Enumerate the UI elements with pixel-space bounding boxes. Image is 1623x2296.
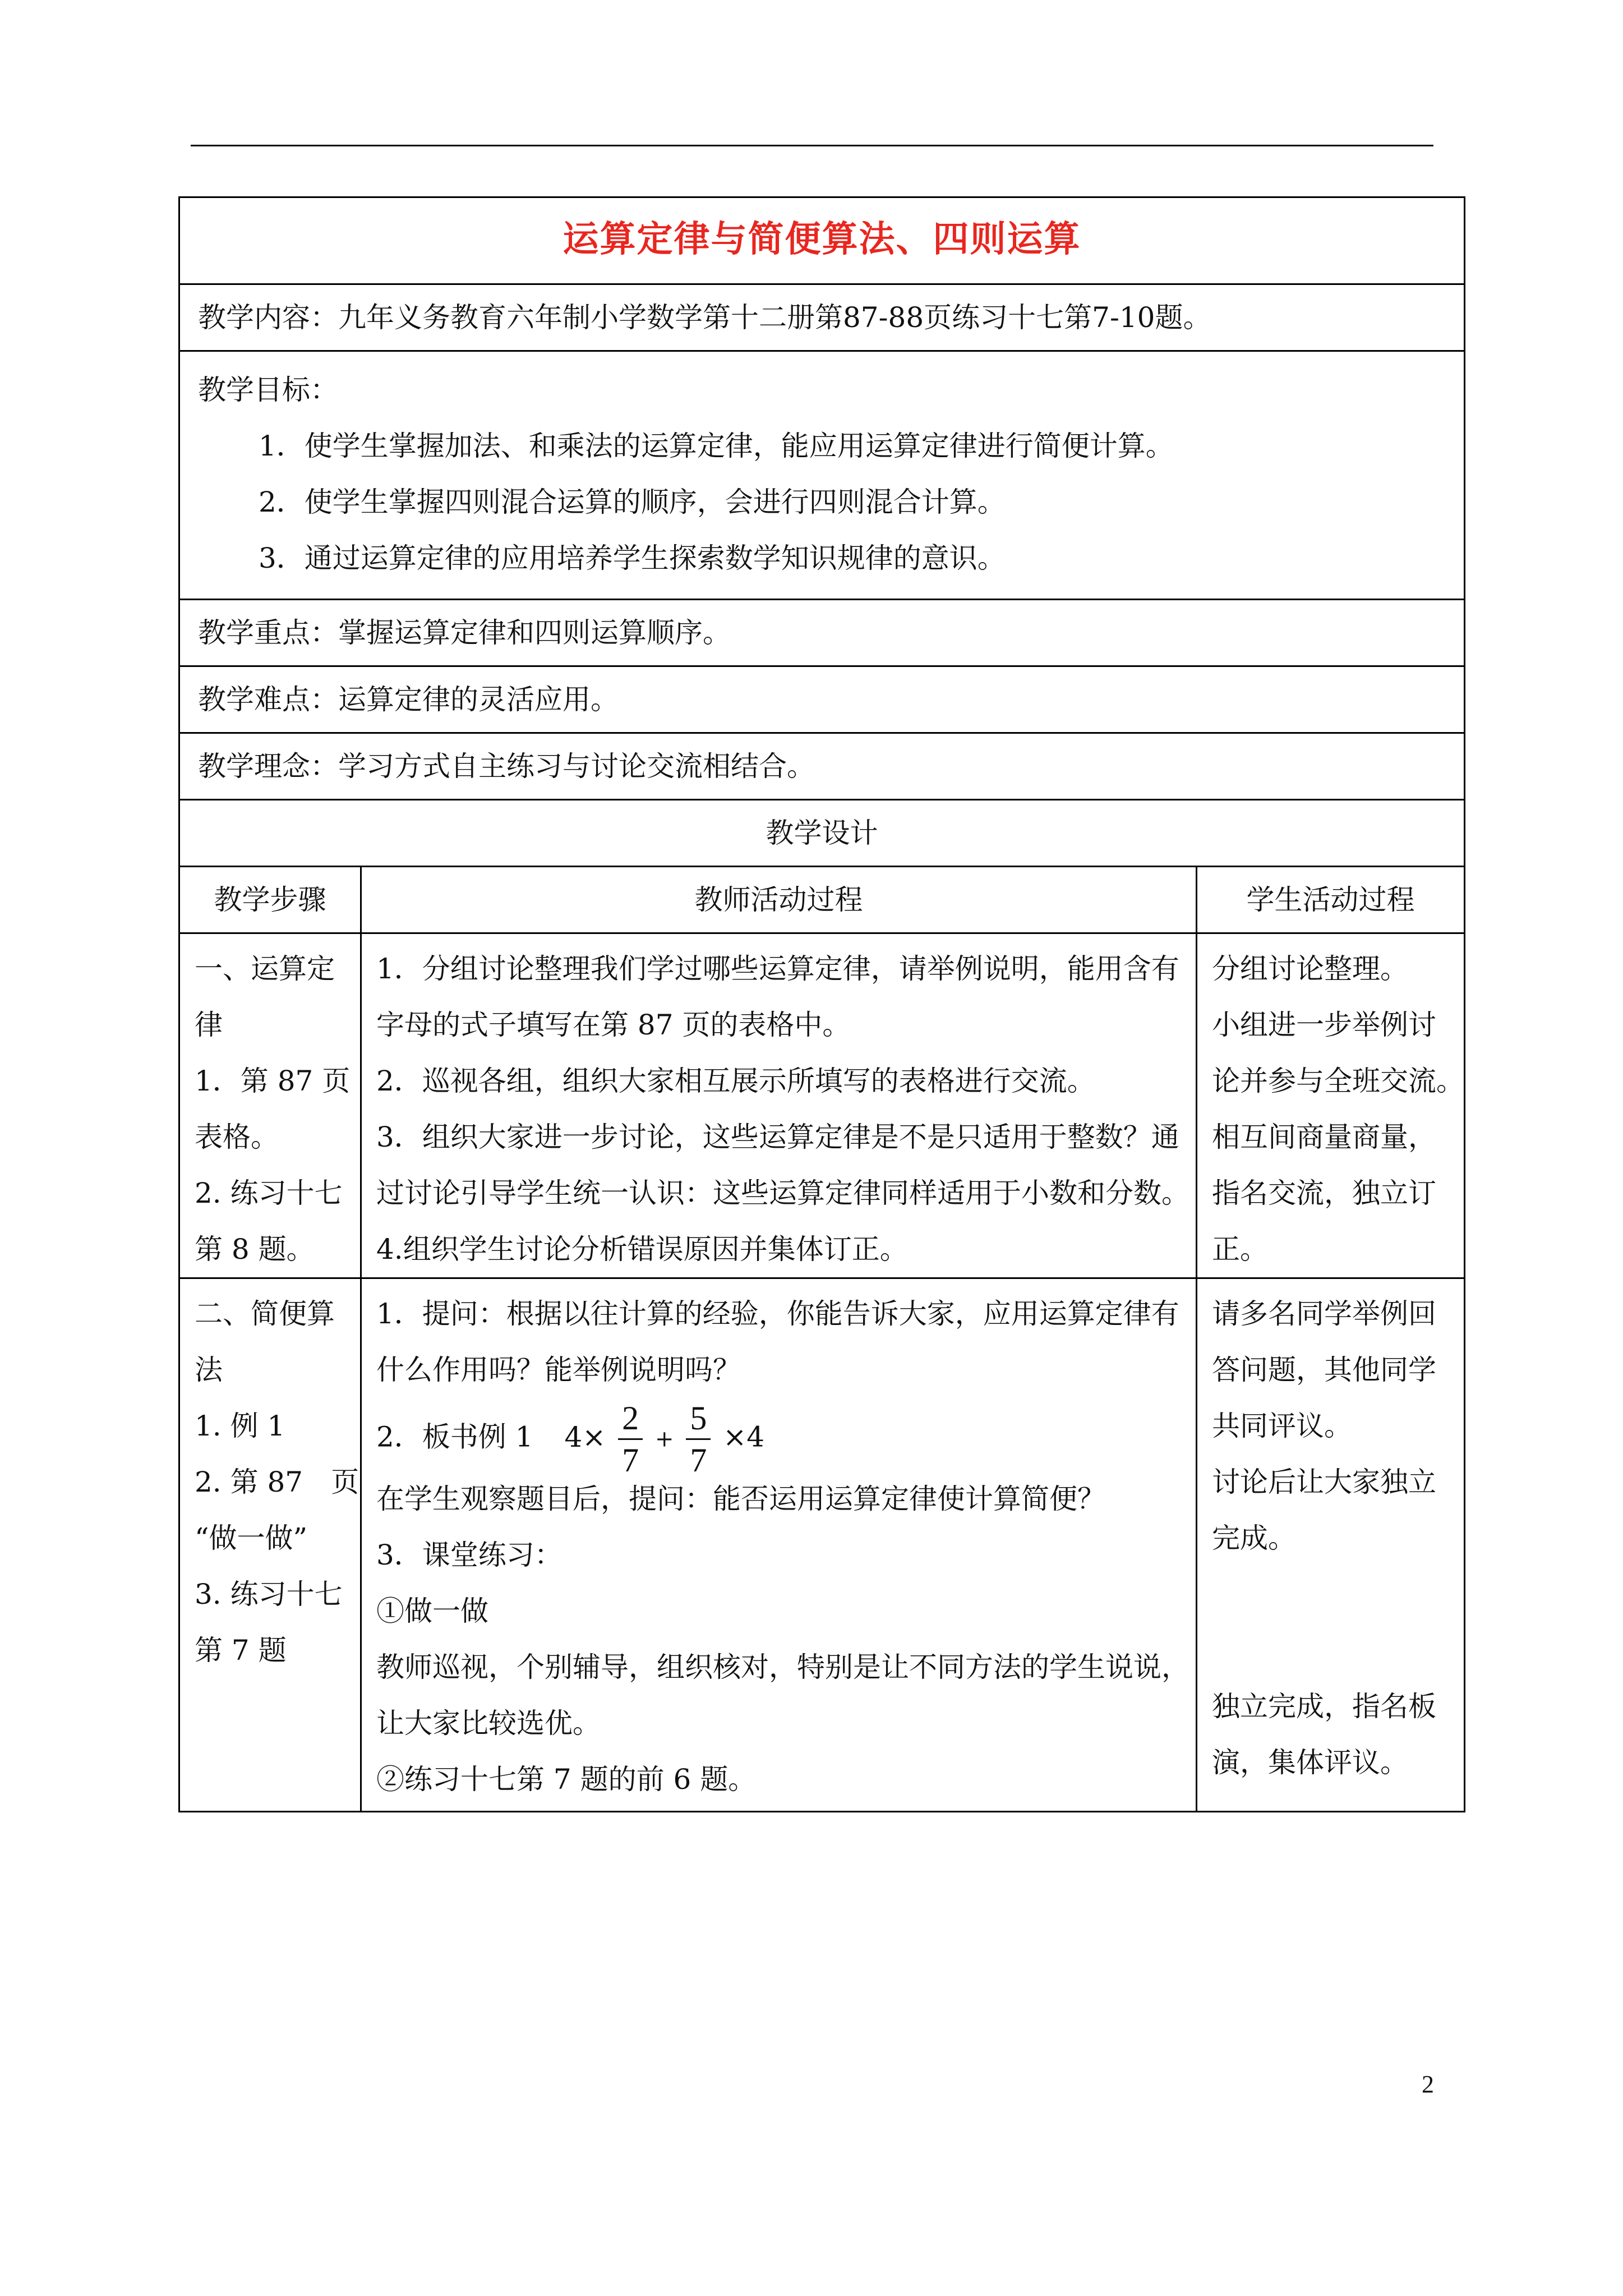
teacher-line: 什么作用吗？能举例说明吗？ — [376, 1354, 741, 1386]
formula-lead: 4× — [564, 1420, 606, 1453]
section2-student — [1197, 1278, 1465, 1812]
spacer — [1212, 1566, 1453, 1622]
student-line: 论并参与全班交流。 — [1212, 1065, 1464, 1097]
page-number: 2 — [1422, 2070, 1434, 2098]
formula-tail: ×4 — [723, 1420, 765, 1453]
design-heading: 教学设计 — [179, 800, 1465, 867]
teacher-line: 在学生观察题目后，提问：能否运用运算定律使计算简便？ — [376, 1483, 1105, 1515]
step-line: 1. 例 1 — [195, 1410, 285, 1442]
student-line: 答问题，其他同学 — [1212, 1354, 1436, 1386]
step-line: 二、简便算 — [195, 1297, 335, 1330]
step-line: 3. 练习十七 — [195, 1578, 343, 1611]
column-header-row — [179, 867, 1465, 933]
student-line: 讨论后让大家独立 — [1212, 1466, 1436, 1498]
lesson-plan-table — [178, 196, 1465, 1812]
section1-teacher — [361, 933, 1197, 1278]
column-header-student: 学生活动过程 — [1197, 867, 1465, 933]
header-rule — [191, 145, 1433, 146]
student-line: 完成。 — [1212, 1522, 1296, 1554]
step-line: 2. 第 87 页 — [195, 1466, 359, 1498]
example-label: 2．板书例 1 — [376, 1420, 533, 1453]
document-title: 运算定律与简便算法、四则运算 — [562, 219, 1081, 260]
step-line: 表格。 — [195, 1121, 279, 1153]
goals-heading: 教学目标： — [198, 374, 338, 406]
title-cell — [179, 197, 1465, 284]
fraction-five-sevenths — [686, 1398, 711, 1480]
fraction-denominator: 7 — [622, 1442, 639, 1479]
teacher-line: 4.组织学生讨论分析错误原因并集体订正。 — [376, 1233, 908, 1266]
example-formula — [542, 1398, 764, 1480]
step-line: 法 — [195, 1354, 223, 1386]
goal-item: 2．使学生掌握四则混合运算的顺序，会进行四则混合计算。 — [259, 486, 1006, 518]
section1-steps — [179, 933, 361, 1278]
student-line: 小组进一步举例讨 — [1212, 1009, 1436, 1041]
content-row — [179, 284, 1465, 351]
teacher-line: 3．组织大家进一步讨论，这些运算定律是不是只适用于整数？通 — [376, 1121, 1179, 1153]
design-heading-row — [179, 800, 1465, 867]
teacher-line: ②练习十七第 7 题的前 6 题。 — [376, 1763, 757, 1796]
student-line: 请多名同学举例回 — [1212, 1297, 1436, 1330]
step-line: 一、运算定 — [195, 953, 335, 985]
fraction-numerator: 5 — [690, 1400, 707, 1437]
teacher-line: 教师巡视，个别辅导，组织核对，特别是让不同方法的学生说说， — [376, 1651, 1189, 1683]
step-line: 2. 练习十七 — [195, 1177, 343, 1209]
spacer — [1212, 1622, 1453, 1678]
teacher-line: 1．分组讨论整理我们学过哪些运算定律，请举例说明，能用含有 — [376, 953, 1179, 985]
teacher-line: ①做一做 — [376, 1595, 488, 1627]
goal-item: 1．使学生掌握加法、和乘法的运算定律，能应用运算定律进行简便计算。 — [259, 430, 1174, 462]
section2-steps — [179, 1278, 361, 1812]
fraction-denominator: 7 — [690, 1442, 707, 1479]
fraction-numerator: 2 — [622, 1400, 639, 1437]
teacher-line: 2．巡视各组，组织大家相互展示所填写的表格进行交流。 — [376, 1065, 1095, 1097]
fraction-two-sevenths — [618, 1398, 643, 1480]
philosophy-row — [179, 733, 1465, 800]
section2-row — [179, 1278, 1465, 1812]
step-line: 第 7 题 — [195, 1634, 287, 1667]
teacher-line: 让大家比较选优。 — [376, 1707, 601, 1740]
student-line: 演，集体评议。 — [1212, 1746, 1408, 1779]
step-line: 第 8 题。 — [195, 1233, 315, 1266]
section2-teacher — [361, 1278, 1197, 1812]
step-line: “做一做” — [195, 1522, 308, 1554]
formula-plus: + — [654, 1426, 674, 1452]
teaching-content: 教学内容：九年义务教育六年制小学数学第十二册第87-88页练习十七第7-10题。 — [179, 284, 1465, 351]
section1-student — [1197, 933, 1465, 1278]
teacher-line: 3．课堂练习： — [376, 1539, 562, 1571]
goals-row — [179, 351, 1465, 600]
key-point: 教学重点：掌握运算定律和四则运算顺序。 — [179, 600, 1465, 666]
step-line: 律 — [195, 1009, 223, 1041]
student-line: 独立完成，指名板 — [1212, 1690, 1436, 1723]
key-point-row — [179, 600, 1465, 666]
student-line: 正。 — [1212, 1233, 1268, 1266]
teacher-line: 过讨论引导学生统一认识：这些运算定律同样适用于小数和分数。 — [376, 1177, 1189, 1209]
philosophy: 教学理念：学习方式自主练习与讨论交流相结合。 — [179, 733, 1465, 800]
teacher-line: 1．提问：根据以往计算的经验，你能告诉大家，应用运算定律有 — [376, 1297, 1179, 1330]
difficulty-row — [179, 666, 1465, 733]
student-line: 指名交流，独立订 — [1212, 1177, 1436, 1209]
teacher-line: 字母的式子填写在第 87 页的表格中。 — [376, 1009, 851, 1041]
column-header-teacher: 教师活动过程 — [361, 867, 1197, 933]
title-row — [179, 197, 1465, 284]
student-line: 分组讨论整理。 — [1212, 953, 1408, 985]
teaching-goals — [179, 351, 1465, 600]
step-line: 1．第 87 页 — [195, 1065, 351, 1097]
difficulty: 教学难点：运算定律的灵活应用。 — [179, 666, 1465, 733]
goal-item: 3．通过运算定律的应用培养学生探索数学知识规律的意识。 — [259, 542, 1006, 574]
column-header-steps: 教学步骤 — [179, 867, 361, 933]
example-line — [376, 1398, 1183, 1479]
student-line: 共同评议。 — [1212, 1410, 1352, 1442]
section1-row — [179, 933, 1465, 1278]
student-line: 相互间商量商量， — [1212, 1121, 1436, 1153]
